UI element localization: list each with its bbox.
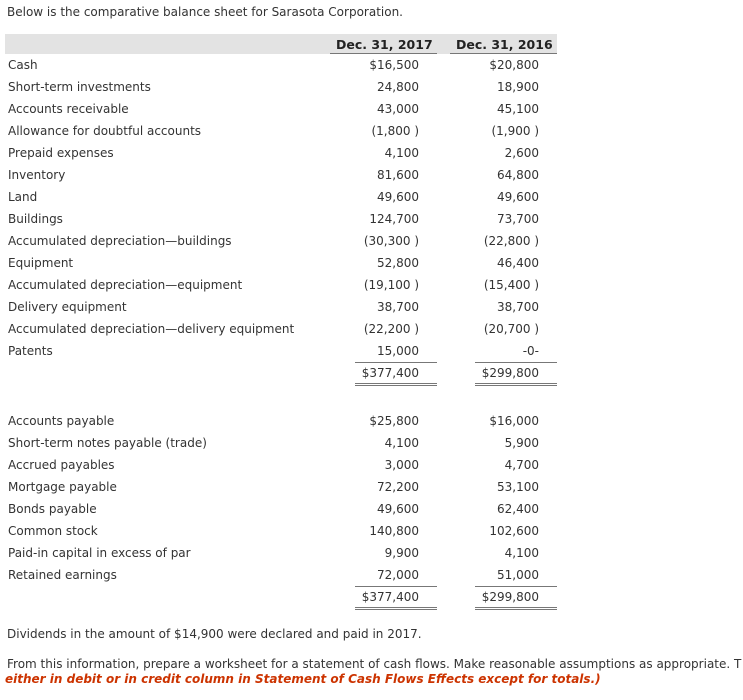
asset-row xyxy=(0,58,743,80)
asset-value-2017: (1,800 ) xyxy=(371,124,419,138)
asset-label: Allowance for doubtful accounts xyxy=(8,124,202,138)
asset-value-2017: 15,000 xyxy=(377,344,419,358)
assets-total-rule-2016 xyxy=(475,362,557,363)
asset-value-2016: 49,600 xyxy=(497,190,539,204)
asset-label: Equipment xyxy=(8,256,74,270)
liability-label: Common stock xyxy=(8,524,98,538)
liability-value-2017: 140,800 xyxy=(369,524,419,538)
liability-value-2017: $25,800 xyxy=(369,414,419,428)
liabilities-total-2016: $299,800 xyxy=(481,590,539,604)
liability-value-2016: 102,600 xyxy=(489,524,539,538)
asset-label: Delivery equipment xyxy=(8,300,127,314)
liability-label: Retained earnings xyxy=(8,568,117,582)
assets-total-rule-2017 xyxy=(355,362,437,363)
liability-row xyxy=(0,414,743,436)
liability-row xyxy=(0,524,743,546)
asset-label: Land xyxy=(8,190,38,204)
asset-row xyxy=(0,80,743,102)
header-underline-2016 xyxy=(450,53,557,54)
asset-value-2017: 124,700 xyxy=(369,212,419,226)
liability-label: Accounts payable xyxy=(8,414,115,428)
liability-label: Short-term notes payable (trade) xyxy=(8,436,207,450)
liability-value-2016: 4,100 xyxy=(504,546,539,560)
asset-label: Patents xyxy=(8,344,53,358)
dividends-note: Dividends in the amount of $14,900 were declared and paid in 2017. xyxy=(7,627,422,641)
liability-value-2017: 72,000 xyxy=(377,568,419,582)
asset-label: Inventory xyxy=(8,168,66,182)
asset-value-2017: 43,000 xyxy=(377,102,419,116)
liability-value-2016: 62,400 xyxy=(497,502,539,516)
liability-label: Bonds payable xyxy=(8,502,97,516)
asset-row xyxy=(0,212,743,234)
asset-label: Buildings xyxy=(8,212,63,226)
assets-total-2017: $377,400 xyxy=(361,366,419,380)
asset-value-2016: (20,700 ) xyxy=(483,322,539,336)
asset-label: Accumulated depreciation—equipment xyxy=(8,278,243,292)
intro-text: Below is the comparative balance sheet for Sarasota Corporation. xyxy=(7,5,403,19)
assets-double-rule-2016-b xyxy=(475,385,557,386)
asset-value-2017: $16,500 xyxy=(369,58,419,72)
asset-value-2016: (1,900 ) xyxy=(491,124,539,138)
liability-value-2017: 9,900 xyxy=(384,546,419,560)
asset-label: Accumulated depreciation—buildings xyxy=(8,234,232,248)
asset-label: Short-term investments xyxy=(8,80,151,94)
asset-label: Prepaid expenses xyxy=(8,146,114,160)
liability-label: Paid-in capital in excess of par xyxy=(8,546,191,560)
liab-total-rule-2017 xyxy=(355,586,437,587)
asset-value-2017: 52,800 xyxy=(377,256,419,270)
asset-row xyxy=(0,278,743,300)
assets-double-rule-2017-b xyxy=(355,385,437,386)
asset-value-2017: (19,100 ) xyxy=(363,278,419,292)
assets-double-rule-2017-a xyxy=(355,383,437,384)
asset-value-2016: 64,800 xyxy=(497,168,539,182)
liab-double-rule-2016-a xyxy=(475,607,557,608)
asset-row xyxy=(0,146,743,168)
header-underline-2017 xyxy=(330,53,437,54)
instruction-continuation: either in debit or in credit column in Statement of Cash Flows Effects except for totals.) xyxy=(5,672,601,686)
liab-total-rule-2016 xyxy=(475,586,557,587)
liability-value-2016: 5,900 xyxy=(504,436,539,450)
liability-value-2017: 49,600 xyxy=(377,502,419,516)
asset-value-2016: 38,700 xyxy=(497,300,539,314)
column-header-2016: Dec. 31, 2016 xyxy=(456,37,553,52)
asset-value-2016: $20,800 xyxy=(489,58,539,72)
column-header-2017: Dec. 31, 2017 xyxy=(336,37,433,52)
liability-label: Accrued payables xyxy=(8,458,115,472)
asset-value-2017: 4,100 xyxy=(384,146,419,160)
liab-double-rule-2016-b xyxy=(475,609,557,610)
asset-value-2017: 49,600 xyxy=(377,190,419,204)
asset-label: Accounts receivable xyxy=(8,102,129,116)
asset-row xyxy=(0,102,743,124)
liability-row xyxy=(0,458,743,480)
asset-value-2016: (22,800 ) xyxy=(483,234,539,248)
assets-total-2016: $299,800 xyxy=(481,366,539,380)
liability-value-2017: 3,000 xyxy=(384,458,419,472)
asset-row xyxy=(0,124,743,146)
liability-value-2017: 4,100 xyxy=(384,436,419,450)
asset-value-2016: 73,700 xyxy=(497,212,539,226)
asset-value-2017: (22,200 ) xyxy=(363,322,419,336)
asset-value-2016: -0- xyxy=(522,344,539,358)
asset-row xyxy=(0,190,743,212)
asset-row xyxy=(0,234,743,256)
liability-value-2016: 4,700 xyxy=(504,458,539,472)
asset-label: Cash xyxy=(8,58,38,72)
liabilities-total-2017: $377,400 xyxy=(361,590,419,604)
asset-value-2017: (30,300 ) xyxy=(363,234,419,248)
asset-value-2016: 2,600 xyxy=(504,146,539,160)
asset-value-2016: 18,900 xyxy=(497,80,539,94)
asset-row xyxy=(0,168,743,190)
asset-value-2017: 38,700 xyxy=(377,300,419,314)
asset-label: Accumulated depreciation—delivery equipment xyxy=(8,322,295,336)
asset-value-2017: 81,600 xyxy=(377,168,419,182)
liability-value-2016: 51,000 xyxy=(497,568,539,582)
assets-double-rule-2016-a xyxy=(475,383,557,384)
liab-double-rule-2017-b xyxy=(355,609,437,610)
asset-row xyxy=(0,322,743,344)
instruction-text: From this information, prepare a worksheet for a statement of cash flows. Make reasonable assumptions as appropriate. T xyxy=(7,657,742,671)
asset-value-2016: 46,400 xyxy=(497,256,539,270)
asset-row xyxy=(0,256,743,278)
liability-row xyxy=(0,502,743,524)
liab-double-rule-2017-a xyxy=(355,607,437,608)
asset-row xyxy=(0,300,743,322)
liability-row xyxy=(0,546,743,568)
liability-row xyxy=(0,480,743,502)
liability-value-2016: 53,100 xyxy=(497,480,539,494)
asset-value-2016: (15,400 ) xyxy=(483,278,539,292)
liability-value-2017: 72,200 xyxy=(377,480,419,494)
asset-value-2017: 24,800 xyxy=(377,80,419,94)
liability-row xyxy=(0,436,743,458)
asset-value-2016: 45,100 xyxy=(497,102,539,116)
liability-value-2016: $16,000 xyxy=(489,414,539,428)
liability-label: Mortgage payable xyxy=(8,480,117,494)
